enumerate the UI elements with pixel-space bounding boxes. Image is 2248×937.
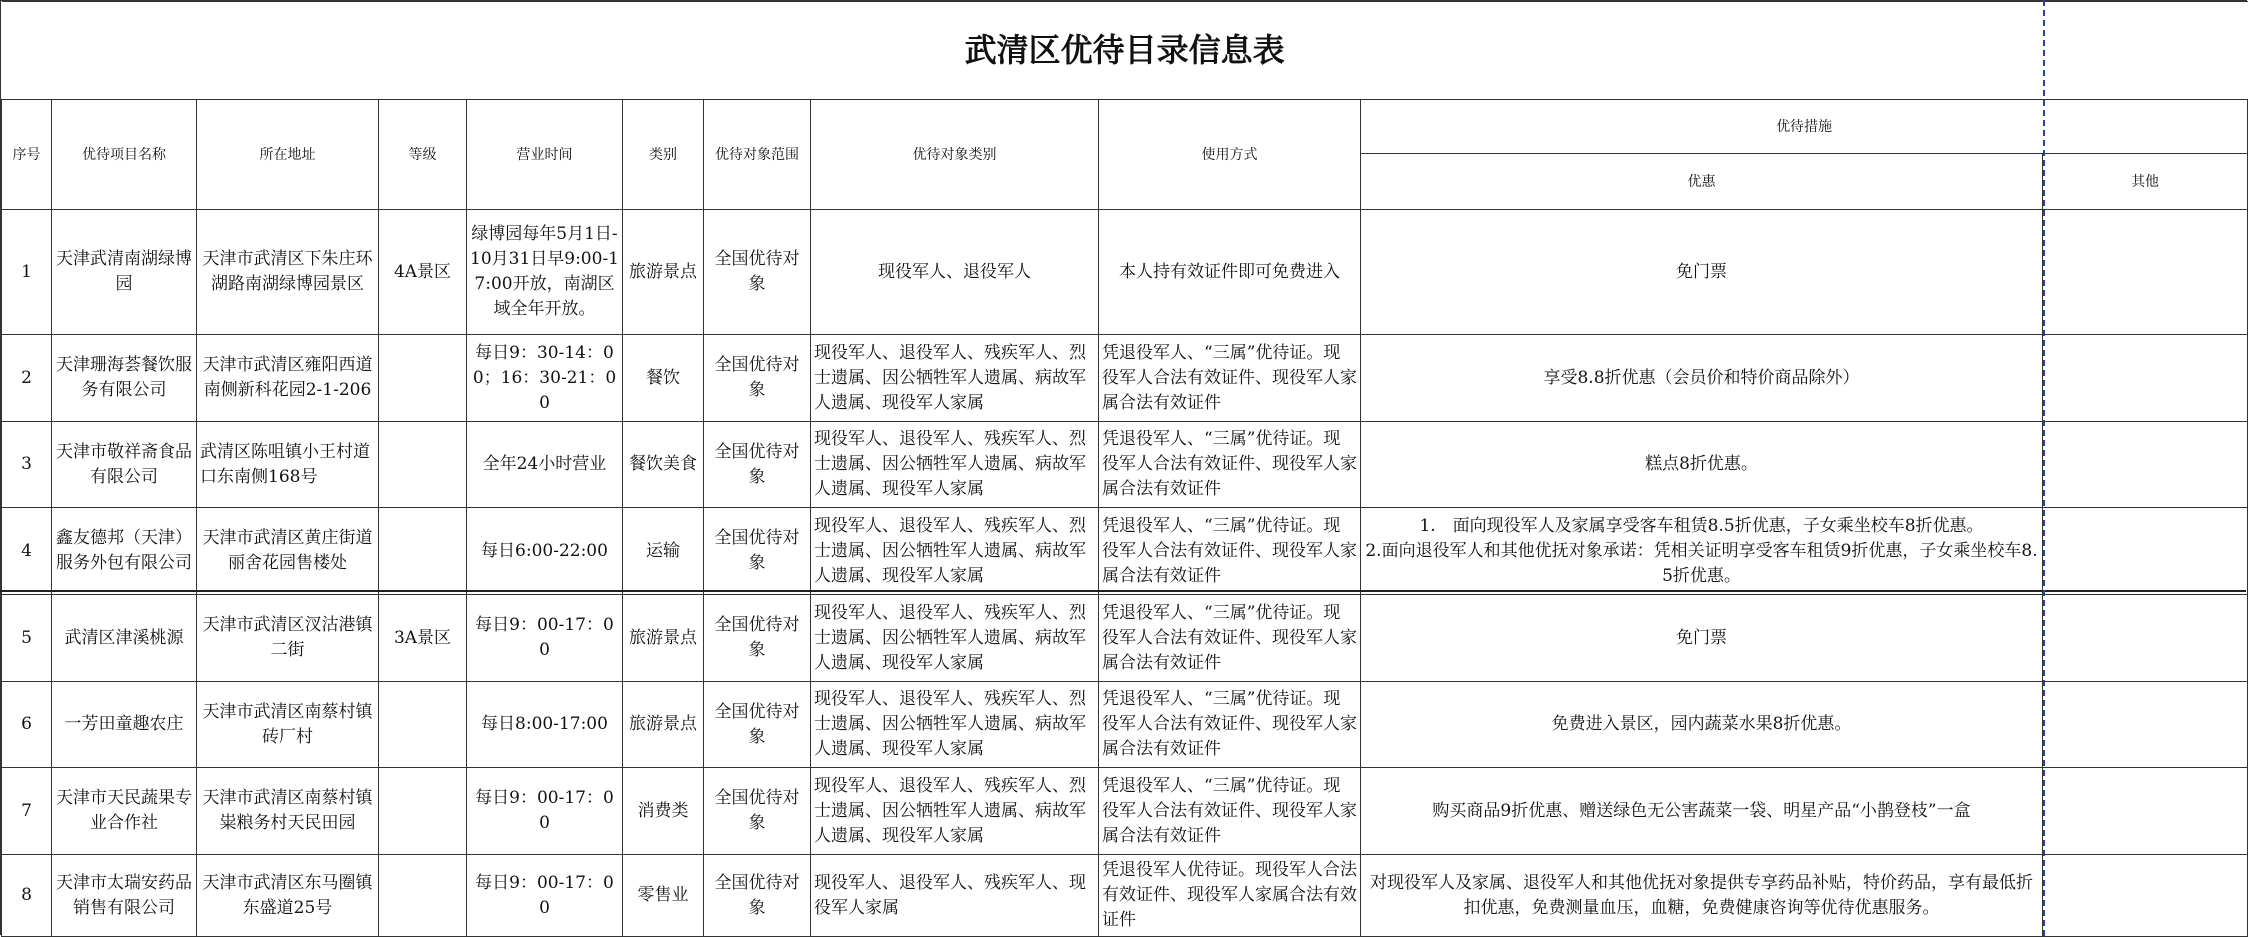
cell-scope: 全国优待对象 xyxy=(704,335,811,422)
cell-address: 天津市武清区黄庄街道丽舍花园售楼处 xyxy=(197,508,379,595)
cell-address: 天津市武清区下朱庄环湖路南湖绿博园景区 xyxy=(197,210,379,335)
header-row-1 xyxy=(2,100,2248,154)
cell-discount xyxy=(1361,508,2043,595)
cell-scope: 全国优待对象 xyxy=(704,768,811,855)
cell-scope: 全国优待对象 xyxy=(704,682,811,768)
cell-hours: 绿博园每年5月1日-10月31日早9:00-17:00开放，南湖区域全年开放。 xyxy=(467,210,623,335)
cell-seq: 4 xyxy=(2,508,52,595)
cell-other xyxy=(2043,210,2248,335)
cell-grade: 3A景区 xyxy=(379,595,467,682)
cell-grade xyxy=(379,508,467,595)
cell-grade xyxy=(379,422,467,508)
cell-category: 消费类 xyxy=(623,768,704,855)
cell-hours: 每日8:00-17:00 xyxy=(467,682,623,768)
table-row xyxy=(2,768,2248,855)
page-title: 武清区优待目录信息表 xyxy=(2,2,2248,100)
cell-usage: 本人持有效证件即可免费进入 xyxy=(1099,210,1361,335)
cell-grade xyxy=(379,335,467,422)
cell-scope: 全国优待对象 xyxy=(704,508,811,595)
cell-name: 天津市太瑞安药品销售有限公司 xyxy=(52,855,197,937)
table-row xyxy=(2,508,2248,595)
cell-other xyxy=(2043,335,2248,422)
cell-seq: 8 xyxy=(2,855,52,937)
cell-other xyxy=(2043,508,2248,595)
cell-grade xyxy=(379,855,467,937)
header-category: 类别 xyxy=(623,100,704,210)
header-name: 优待项目名称 xyxy=(52,100,197,210)
header-measures: 优待措施 xyxy=(1361,100,2248,154)
cell-seq: 5 xyxy=(2,595,52,682)
cell-other xyxy=(2043,422,2248,508)
cell-grade xyxy=(379,768,467,855)
cell-category: 餐饮 xyxy=(623,335,704,422)
header-other: 其他 xyxy=(2043,154,2248,210)
cell-other xyxy=(2043,595,2248,682)
cell-hours: 每日6:00-22:00 xyxy=(467,508,623,595)
cell-other xyxy=(2043,855,2248,937)
header-target: 优待对象类别 xyxy=(811,100,1099,210)
cell-discount: 免费进入景区，园内蔬菜水果8折优惠。 xyxy=(1361,682,2043,768)
cell-address: 武清区陈咀镇小王村道口东南侧168号 xyxy=(197,422,379,508)
cell-seq: 3 xyxy=(2,422,52,508)
cell-seq: 1 xyxy=(2,210,52,335)
cell-target: 现役军人、退役军人、残疾军人、烈士遗属、因公牺牲军人遗属、病故军人遗属、现役军人家属 xyxy=(811,508,1099,595)
title-row xyxy=(2,2,2248,100)
benefits-table xyxy=(1,1,2248,937)
cell-seq: 7 xyxy=(2,768,52,855)
cell-discount: 糕点8折优惠。 xyxy=(1361,422,2043,508)
discount-line: 1. 面向现役军人及家属享受客车租赁8.5折优惠，子女乘坐校车8折优惠。 xyxy=(1419,515,1984,536)
table-row xyxy=(2,595,2248,682)
cell-address: 天津市武清区东马圈镇东盛道25号 xyxy=(197,855,379,937)
cell-address: 天津市武清区南蔡村镇砖厂村 xyxy=(197,682,379,768)
header-seq: 序号 xyxy=(2,100,52,210)
cell-category: 旅游景点 xyxy=(623,682,704,768)
cell-name: 武清区津溪桃源 xyxy=(52,595,197,682)
table-row xyxy=(2,422,2248,508)
header-scope: 优待对象范围 xyxy=(704,100,811,210)
cell-target: 现役军人、退役军人、残疾军人、现役军人家属 xyxy=(811,855,1099,937)
cell-address: 天津市武清区雍阳西道南侧新科花园2-1-206 xyxy=(197,335,379,422)
header-discount: 优惠 xyxy=(1361,154,2043,210)
cell-address: 天津市武清区汊沽港镇二街 xyxy=(197,595,379,682)
cell-name: 天津武清南湖绿博园 xyxy=(52,210,197,335)
cell-category: 运输 xyxy=(623,508,704,595)
table-row xyxy=(2,210,2248,335)
cell-target: 现役军人、退役军人、残疾军人、烈士遗属、因公牺牲军人遗属、病故军人遗属、现役军人家属 xyxy=(811,422,1099,508)
table-row xyxy=(2,682,2248,768)
cell-other xyxy=(2043,768,2248,855)
cell-scope: 全国优待对象 xyxy=(704,422,811,508)
cell-name: 天津市敬祥斋食品有限公司 xyxy=(52,422,197,508)
cell-hours: 每日9：00-17：00 xyxy=(467,595,623,682)
cell-target: 现役军人、退役军人、残疾军人、烈士遗属、因公牺牲军人遗属、病故军人遗属、现役军人家属 xyxy=(811,682,1099,768)
cell-usage: 凭退役军人优待证。现役军人合法有效证件、现役军人家属合法有效证件 xyxy=(1099,855,1361,937)
cell-hours: 每日9：00-17：00 xyxy=(467,768,623,855)
cell-discount: 购买商品9折优惠、赠送绿色无公害蔬菜一袋、明星产品“小鹊登枝”一盒 xyxy=(1361,768,2043,855)
cell-grade: 4A景区 xyxy=(379,210,467,335)
row-divider xyxy=(0,590,2246,592)
cell-category: 旅游景点 xyxy=(623,210,704,335)
cell-usage: 凭退役军人、“三属”优待证。现役军人合法有效证件、现役军人家属合法有效证件 xyxy=(1099,595,1361,682)
cell-category: 旅游景点 xyxy=(623,595,704,682)
cell-target: 现役军人、退役军人、残疾军人、烈士遗属、因公牺牲军人遗属、病故军人遗属、现役军人家属 xyxy=(811,768,1099,855)
cell-seq: 6 xyxy=(2,682,52,768)
cell-target: 现役军人、退役军人、残疾军人、烈士遗属、因公牺牲军人遗属、病故军人遗属、现役军人家属 xyxy=(811,335,1099,422)
header-hours: 营业时间 xyxy=(467,100,623,210)
cell-grade xyxy=(379,682,467,768)
cell-discount: 对现役军人及家属、退役军人和其他优抚对象提供专享药品补贴，特价药品，享有最低折扣优惠，免费测量血压，血糖，免费健康咨询等优待优惠服务。 xyxy=(1361,855,2043,937)
cell-discount: 免门票 xyxy=(1361,210,2043,335)
cell-hours: 每日9：00-17：00 xyxy=(467,855,623,937)
cell-name: 鑫友德邦（天津）服务外包有限公司 xyxy=(52,508,197,595)
cell-other xyxy=(2043,682,2248,768)
cell-hours: 全年24小时营业 xyxy=(467,422,623,508)
cell-address: 天津市武清区南蔡村镇粜粮务村天民田园 xyxy=(197,768,379,855)
cell-seq: 2 xyxy=(2,335,52,422)
cell-name: 天津市天民蔬果专业合作社 xyxy=(52,768,197,855)
cell-discount: 享受8.8折优惠（会员价和特价商品除外） xyxy=(1361,335,2043,422)
header-grade: 等级 xyxy=(379,100,467,210)
cell-usage: 凭退役军人、“三属”优待证。现役军人合法有效证件、现役军人家属合法有效证件 xyxy=(1099,682,1361,768)
cell-scope: 全国优待对象 xyxy=(704,855,811,937)
table-row xyxy=(2,335,2248,422)
cell-hours: 每日9：30-14：00；16：30-21：00 xyxy=(467,335,623,422)
table-row xyxy=(2,855,2248,937)
header-address: 所在地址 xyxy=(197,100,379,210)
cell-name: 一芳田童趣农庄 xyxy=(52,682,197,768)
cell-usage: 凭退役军人、“三属”优待证。现役军人合法有效证件、现役军人家属合法有效证件 xyxy=(1099,508,1361,595)
cell-category: 零售业 xyxy=(623,855,704,937)
cell-usage: 凭退役军人、“三属”优待证。现役军人合法有效证件、现役军人家属合法有效证件 xyxy=(1099,422,1361,508)
cell-target: 现役军人、退役军人、残疾军人、烈士遗属、因公牺牲军人遗属、病故军人遗属、现役军人家属 xyxy=(811,595,1099,682)
cell-name: 天津珊海荟餐饮服务有限公司 xyxy=(52,335,197,422)
cell-discount: 免门票 xyxy=(1361,595,2043,682)
cell-category: 餐饮美食 xyxy=(623,422,704,508)
cell-scope: 全国优待对象 xyxy=(704,210,811,335)
discount-line: 2.面向退役军人和其他优抚对象承诺：凭相关证明享受客车租赁9折优惠，子女乘坐校车8.5折优惠。 xyxy=(1365,540,2038,586)
cell-scope: 全国优待对象 xyxy=(704,595,811,682)
cell-usage: 凭退役军人、“三属”优待证。现役军人合法有效证件、现役军人家属合法有效证件 xyxy=(1099,335,1361,422)
header-usage: 使用方式 xyxy=(1099,100,1361,210)
cell-usage: 凭退役军人、“三属”优待证。现役军人合法有效证件、现役军人家属合法有效证件 xyxy=(1099,768,1361,855)
cell-target: 现役军人、退役军人 xyxy=(811,210,1099,335)
